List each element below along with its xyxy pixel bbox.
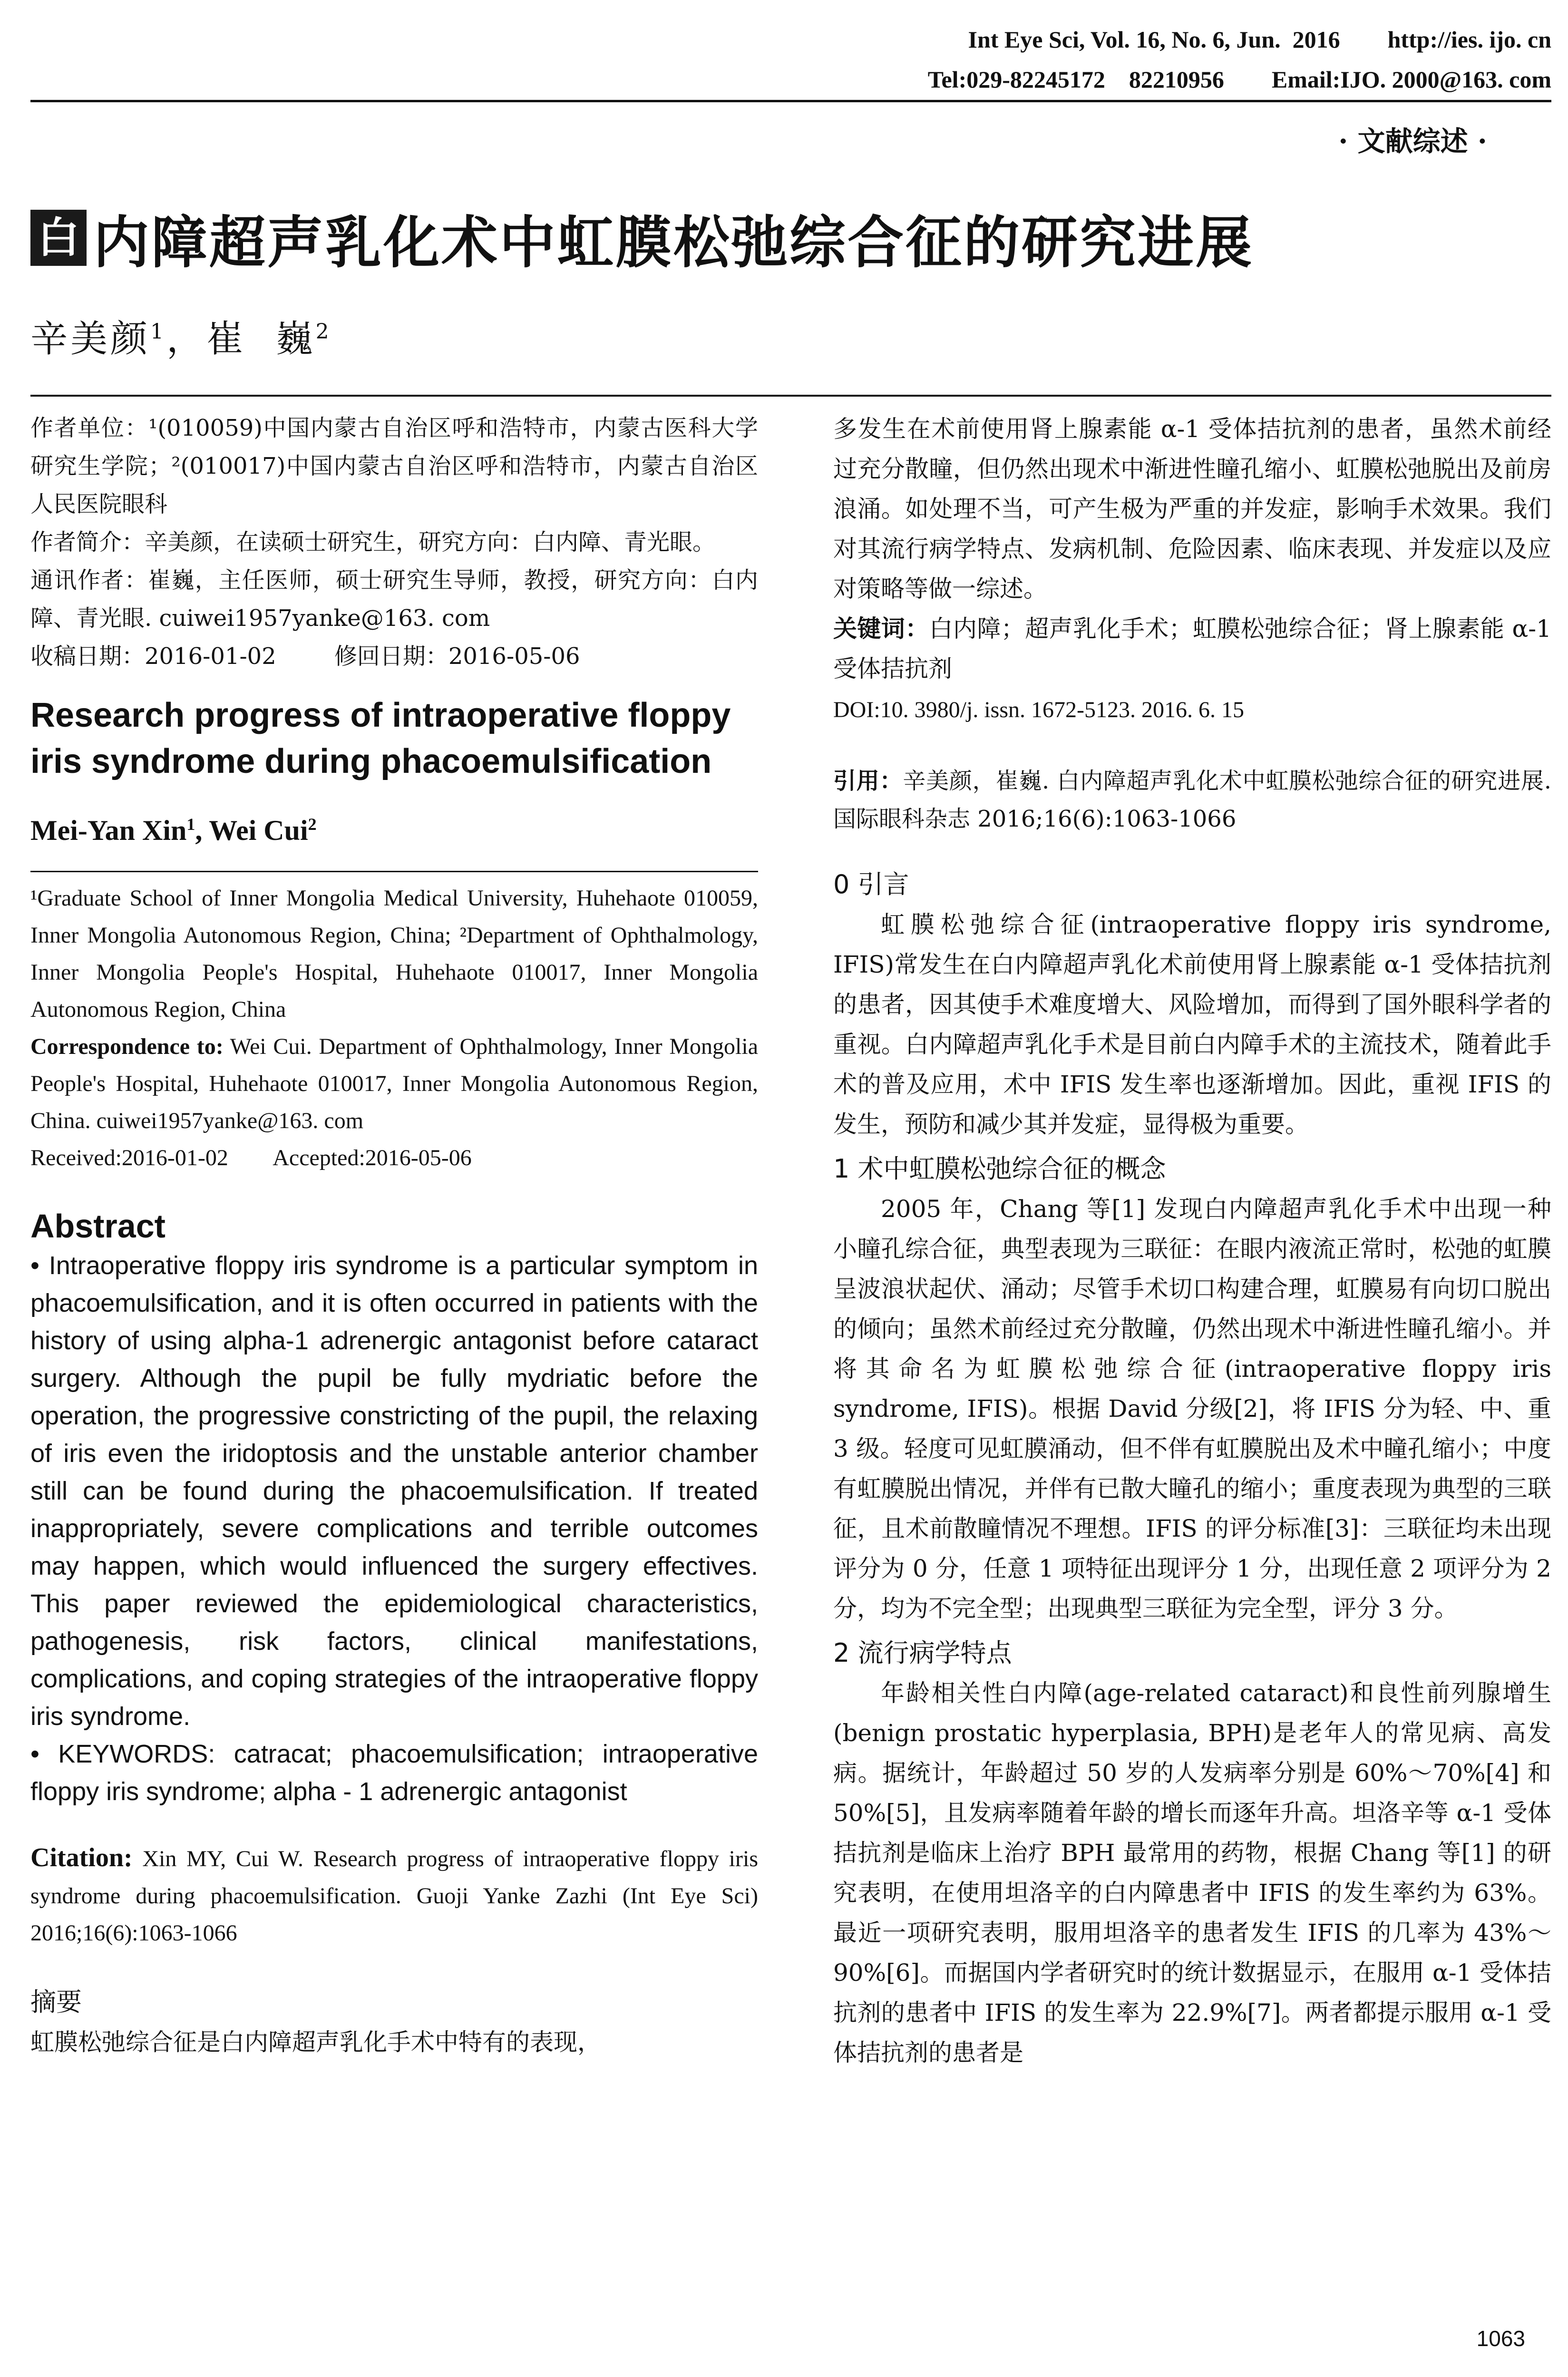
zh-abstract-heading: 摘要 [30,1987,82,2017]
author-2-affil: 2 [315,320,332,344]
right-column [833,409,1551,2073]
article-title [30,200,1254,276]
authors-english [30,814,758,847]
section-1-text: 2005 年，Chang 等[1] 发现白内障超声乳化手术中出现一种小瞳孔综合征，典型表现为三联征：在眼内液流正常时，松弛的虹膜呈波浪状起伏、涌动；尽管手术切口构建合理，虹膜易有向切口脱出的倾向；虽然术前经过充分散瞳，仍然出现术中渐进性瞳孔缩小。并将其命名为虹膜松弛综合征(intraoperative floppy iris syndrome, IFIS)。根据 David 分级[2]，将 IFIS 分为轻、中、重 3 级。轻度可见虹膜涌动，但不伴有虹膜脱出及术中瞳孔缩小；中度有虹膜脱出情况，并伴有已散大瞳孔的缩小；重度表现为典型的三联征，且术前散瞳情况不理想。IFIS 的评分标准[3]：三联征均未出现评分为 0 分，任意 1 项特征出现评分 1 分，出现任意 2 项评分为 2 分，均为不完全型；出现典型三联征为完全型，评分 3 分。 [833,1195,1551,1622]
section-tag: · 文献综述 · [1338,125,1487,157]
keywords-zh [833,609,1551,689]
authors-chinese [30,309,332,362]
section-0-heading: 0 引言 [833,869,909,899]
header-rule [30,100,1551,102]
cite-zh-text: 辛美颜，崔巍. 白内障超声乳化术中虹膜松弛综合征的研究进展. 国际眼科杂志 2016;16(6):1063-1066 [833,768,1551,832]
author-separator: ， [166,318,207,360]
title-initial-block [30,210,87,266]
affiliation-zh: 作者单位：¹(010059)中国内蒙古自治区呼和浩特市，内蒙古医科大学研究生学院；²(010017)中国内蒙古自治区呼和浩特市，内蒙古自治区人民医院眼科 [30,415,758,517]
en-author-2-affil: 2 [308,815,317,834]
dates-zh: 收稿日期：2016-01-02 修回日期：2016-05-06 [30,643,580,670]
running-header [30,14,1551,105]
en-author-1: Mei-Yan Xin [30,815,187,846]
corresponding-author-zh: 通讯作者：崔巍，主任医师，硕士研究生导师，教授，研究方向：白内障、青光眼. cuiwei1957yanke@163. com [30,567,758,632]
en-author-separator: , [195,815,209,846]
keywords-zh-label: 关键词： [833,615,929,643]
section-2-heading: 2 流行病学特点 [833,1638,1012,1668]
journal-info-line: Int Eye Sci, Vol. 16, No. 6, Jun. 2016 http://ies. ijo. cn [968,26,1551,53]
cite-zh [833,762,1551,838]
left-column [30,409,758,2062]
doi: DOI:10. 3980/j. issn. 1672-5123. 2016. 6. 15 [833,697,1244,722]
zh-abstract-continued: 多发生在术前使用肾上腺素能 α-1 受体拮抗剂的患者，虽然术前经过充分散瞳，但仍然出现术中渐进性瞳孔缩小、虹膜松弛脱出及前房浪涌。如处理不当，可产生极为严重的并发症，影响手术效果。我们对其流行病学特点、发病机制、危险因素、临床表现、并发症以及应对策略等做一综述。 [833,415,1551,603]
correspondence-english [30,1028,758,1140]
affiliation-english: ¹Graduate School of Inner Mongolia Medical University, Huhehaote 010059, Inner Mongolia Autonomous Region, China; ²Department of Ophthalmology, Inner Mongolia People's Hospital, Huhehaote 010017, Inner Mongolia Autonomous Region, China [30,886,758,1022]
correspondence-text: Wei Cui. Department of Ophthalmology, Inner Mongolia People's Hospital, Huhehaote 010017, Inner Mongolia Autonomous Region, China. cuiwei1957yanke@163. com [30,1034,758,1133]
page-number: 1063 [1476,2326,1525,2351]
citation-text: Xin MY, Cui W. Research progress of intraoperative floppy iris syndrome during phacoemulsification. Guoji Yanke Zazhi (Int Eye Sci) 2016;16(6):1063-1066 [30,1846,758,1946]
citation-english [30,1839,758,1952]
en-author-1-affil: 1 [186,815,195,834]
author-bio-zh: 作者简介：辛美颜，在读硕士研究生，研究方向：白内障、青光眼。 [30,529,716,555]
affiliations-chinese [30,409,758,675]
author-1-affil: 1 [150,320,167,344]
keywords-english: • KEYWORDS: catracat; phacoemulsification; intraoperative floppy iris syndrome; alpha - 1 adrenergic antagonist [30,1740,758,1806]
author-2: 崔 巍 [206,318,316,360]
affiliation-rule [30,871,758,872]
title-rule [30,395,1551,397]
title-text: 内障超声乳化术中虹膜松弛综合征的研究进展 [93,209,1254,275]
section-2-text: 年龄相关性白内障(age-related cataract)和良性前列腺增生(benign prostatic hyperplasia, BPH)是老年人的常见病、高发病。据统计，年龄超过 50 岁的人发病率分别是 60%～70%[4] 和 50%[5]，且发病率随着年龄的增长而逐年升高。坦洛辛等 α-1 受体拮抗剂是临床上治疗 BPH 最常用的药物，根据 Chang 等[1] 的研究表明，在使用坦洛辛的白内障患者中 IFIS 的发生率约为 63%。最近一项研究表明，服用坦洛辛的患者发生 IFIS 的几率为 43%～90%[6]。而据国内学者研究时的统计数据显示，在服用 α-1 受体拮抗剂的患者中 IFIS 的发生率为 22.9%[7]。两者都提示服用 α-1 受体拮抗剂的患者是 [833,1679,1551,2066]
author-1: 辛美颜 [30,318,151,360]
cite-zh-label: 引用： [833,768,903,794]
dates-english: Received:2016-01-02 Accepted:2016-05-06 [30,1145,472,1170]
contact-info-line: Tel:029-82245172 82210956 Email:IJO. 2000@163. com [927,66,1551,93]
abstract-text: • Intraoperative floppy iris syndrome is a particular symptom in phacoemulsification, and it is often occurred in patients with the history of using alpha-1 adrenergic antagonist before cataract surgery. Although the pupil be fully mydriatic before the operation, the progressive constricting of the pupil, the relaxing of iris even the iridoptosis and the unstable anterior chamber still can be found during the phacoemulsification. If treated inappropriately, severe complications and terrible outcomes may happen, which would influenced the surgery effectives. This paper reviewed the epidemiological characteristics, pathogenesis, risk factors, clinical manifestations, complications, and coping strategies of the intraoperative floppy iris syndrome. [30,1251,758,1731]
title-initial: 白 [37,213,79,262]
section-1-heading: 1 术中虹膜松弛综合征的概念 [833,1154,1166,1184]
english-title: Research progress of intraoperative floppy iris syndrome during phacoemulsification [30,696,731,780]
en-author-2: Wei Cui [209,815,308,846]
section-0-text: 虹膜松弛综合征(intraoperative floppy iris syndrome, IFIS)常发生在白内障超声乳化术前使用肾上腺素能 α-1 受体拮抗剂的患者，因其使手术难度增大、风险增加，而得到了国外眼科学者的重视。白内障超声乳化手术是目前白内障手术的主流技术，随着此手术的普及应用，术中 IFIS 发生率也逐渐增加。因此，重视 IFIS 的发生，预防和减少其并发症，显得极为重要。 [833,911,1551,1138]
zh-abstract-start: 虹膜松弛综合征是白内障超声乳化手术中特有的表现， [30,2028,601,2056]
citation-label: Citation: [30,1843,133,1872]
abstract-heading: Abstract [30,1208,166,1245]
correspondence-label: Correspondence to: [30,1034,224,1059]
keywords-zh-text: 白内障；超声乳化手术；虹膜松弛综合征；肾上腺素能 α-1 受体拮抗剂 [833,615,1551,682]
